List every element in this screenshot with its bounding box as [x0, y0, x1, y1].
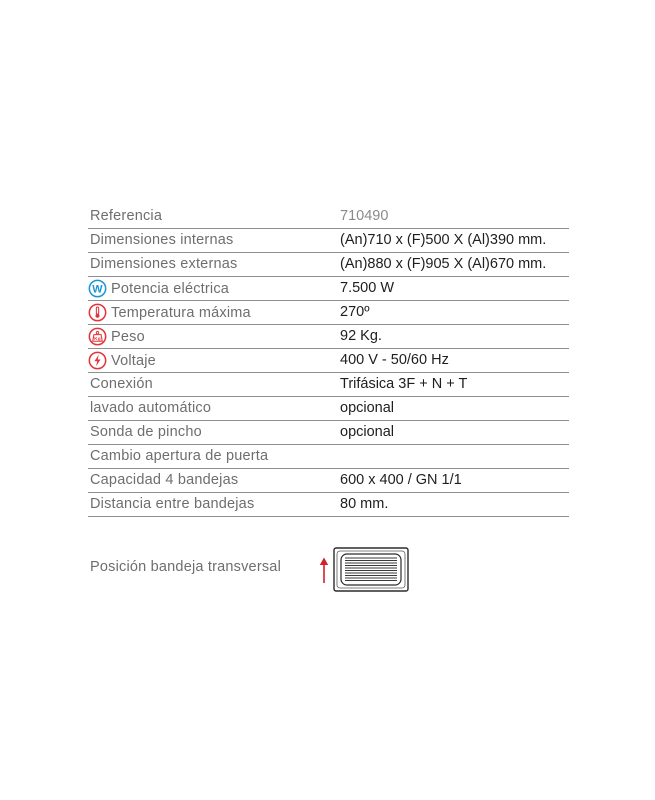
power-w-letter: W	[92, 283, 103, 296]
spec-label-group	[88, 304, 251, 322]
spec-value: opcional	[340, 424, 395, 440]
spec-label-group	[88, 280, 229, 298]
spec-row-temperatura	[88, 302, 569, 325]
spec-label-group	[88, 328, 145, 346]
spec-label-group	[88, 352, 156, 370]
spec-value: 270º	[340, 304, 370, 320]
thermometer-icon	[88, 303, 107, 322]
spec-row-dimensiones-internas	[88, 230, 569, 253]
spec-label: Potencia eléctrica	[111, 281, 230, 297]
spec-value: 600 x 400 / GN 1/1	[340, 472, 462, 488]
spec-value: 400 V - 50/60 Hz	[340, 352, 449, 368]
spec-row-lavado	[88, 398, 569, 421]
spec-value: (An)880 x (F)905 X (Al)670 mm.	[340, 256, 547, 272]
spec-label: Cambio apertura de puerta	[90, 448, 269, 464]
spec-value: Trifásica 3F + N + T	[340, 376, 468, 392]
spec-label: lavado automático	[90, 400, 212, 416]
spec-label: Peso	[111, 329, 145, 345]
power-w-icon	[88, 279, 107, 298]
spec-row-distancia	[88, 494, 569, 517]
spec-table	[88, 206, 569, 518]
spec-value: 710490	[340, 208, 389, 224]
spec-label: Sonda de pincho	[90, 424, 202, 440]
spec-value: 80 mm.	[340, 496, 389, 512]
tray-position-label: Posición bandeja transversal	[90, 559, 281, 575]
spec-value: (An)710 x (F)500 X (Al)390 mm.	[340, 232, 547, 248]
spec-row-voltaje	[88, 350, 569, 373]
spec-row-peso	[88, 326, 569, 349]
spec-row-cambio-apertura	[88, 446, 569, 469]
tray-transversal-icon	[333, 547, 409, 592]
weight-kg-letters: Kg	[94, 337, 101, 343]
spec-row-dimensiones-externas	[88, 254, 569, 277]
spec-label: Capacidad 4 bandejas	[90, 472, 239, 488]
spec-row-referencia	[88, 206, 569, 229]
spec-row-sonda	[88, 422, 569, 445]
spec-value: opcional	[340, 400, 395, 416]
spec-row-conexion	[88, 374, 569, 397]
spec-label: Dimensiones internas	[90, 232, 234, 248]
spec-label: Dimensiones externas	[90, 256, 238, 272]
spec-label: Referencia	[90, 208, 163, 224]
spec-row-capacidad	[88, 470, 569, 493]
spec-value: 7.500 W	[340, 280, 394, 296]
spec-label: Temperatura máxima	[111, 305, 251, 321]
arrow-up-icon	[318, 556, 330, 584]
weight-kg-icon	[88, 327, 107, 346]
spec-label: Distancia entre bandejas	[90, 496, 255, 512]
spec-value: 92 Kg.	[340, 328, 382, 344]
lightning-bolt-icon	[88, 351, 107, 370]
spec-label: Conexión	[90, 376, 153, 392]
spec-label: Voltaje	[111, 353, 156, 369]
spec-row-potencia	[88, 278, 569, 301]
